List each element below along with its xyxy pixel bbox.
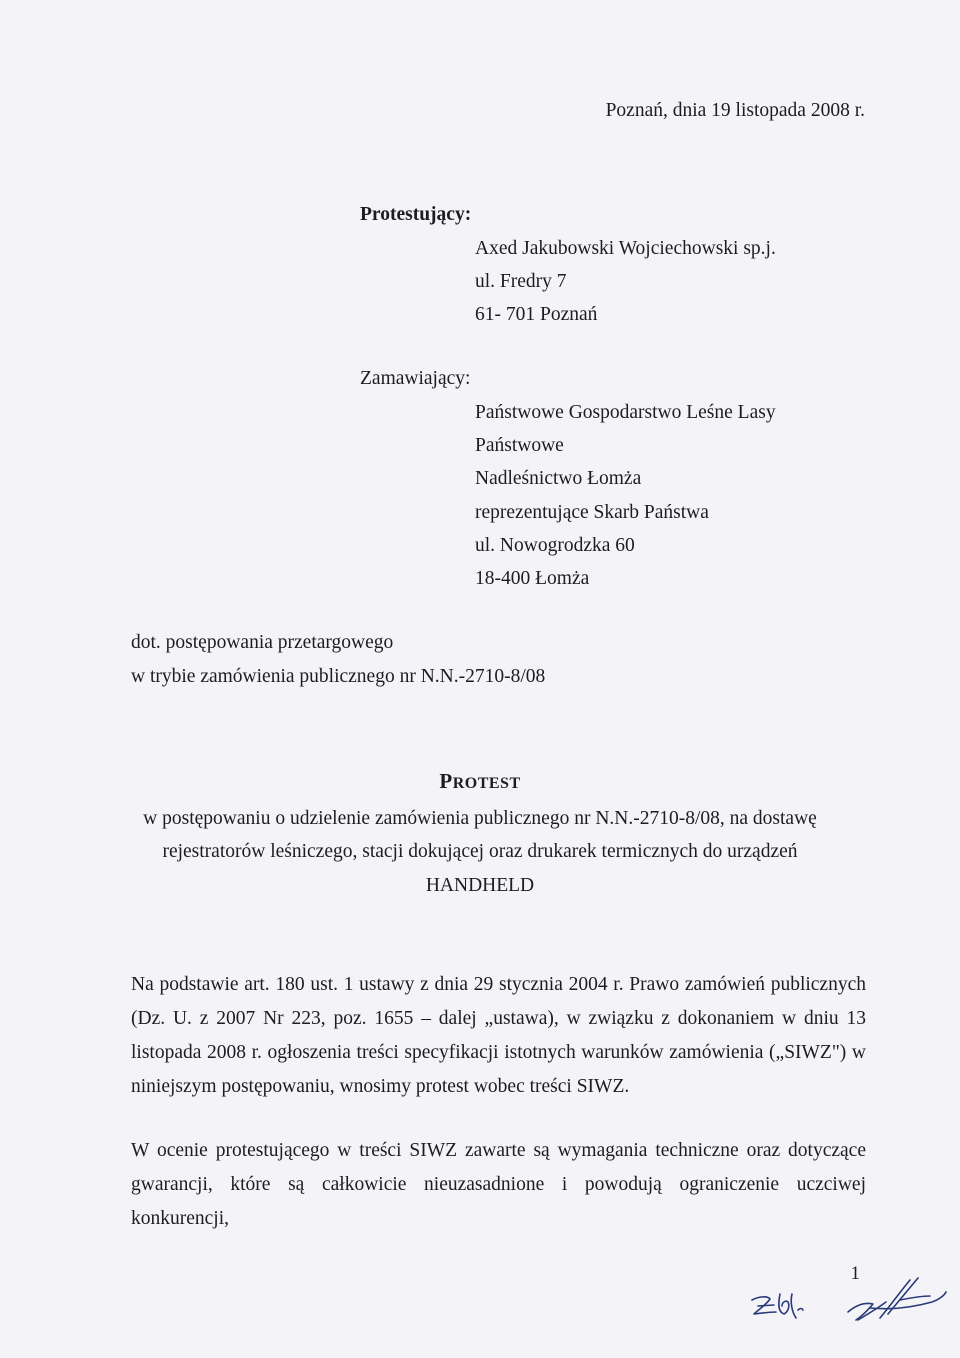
title-rest: ROTEST [452, 775, 521, 792]
protestujacy-label: Protestujący: [360, 204, 472, 225]
reference-line-1: dot. postępowania przetargowego [131, 632, 394, 653]
protestujacy-city: 61- 701 Poznań [475, 304, 598, 325]
paragraph-2-line-1: W ocenie protestującego w treści SIWZ zawarte są wymagania techniczne oraz dotyczące [131, 1140, 866, 1161]
zamawiajacy-label: Zamawiający: [360, 368, 471, 389]
paragraph-1-line-4: niniejszym postępowaniu, wnosimy protest wobec treści SIWZ. [131, 1076, 630, 1097]
title-subline-2: rejestratorów leśniczego, stacji dokującej oraz drukarek termicznych do urządzeń [162, 841, 798, 862]
zamawiajacy-line-1: Państwowe Gospodarstwo Leśne Lasy [475, 402, 776, 423]
paragraph-2-line-2: gwarancji, które są całkowicie nieuzasadnione i powodują ograniczenie uczciwej konkurencji, [131, 1174, 866, 1229]
protestujacy-street: ul. Fredry 7 [475, 271, 567, 292]
zamawiajacy-line-2: Państwowe [475, 435, 564, 456]
paragraph-1-line-3: listopada 2008 r. ogłoszenia treści specyfikacji istotnych warunków zamówienia („SIWZ") w [131, 1042, 866, 1063]
handwritten-initials-signature [740, 1272, 950, 1332]
reference-line-2: w trybie zamówienia publicznego nr N.N.-2710-8/08 [131, 666, 546, 687]
zamawiajacy-line-3: Nadleśnictwo Łomża [475, 468, 642, 489]
zamawiajacy-line-6: 18-400 Łomża [475, 568, 590, 589]
document-date: Poznań, dnia 19 listopada 2008 r. [605, 100, 865, 121]
page-number: 1 [850, 1263, 860, 1284]
paragraph-1 [131, 968, 866, 1104]
zamawiajacy-line-4: reprezentujące Skarb Państwa [475, 502, 709, 523]
paragraph-1-line-1: Na podstawie art. 180 ust. 1 ustawy z dnia 29 stycznia 2004 r. Prawo zamówień publicznych [131, 974, 866, 995]
zamawiajacy-line-5: ul. Nowogrodzka 60 [475, 535, 635, 556]
title-subline-3: HANDHELD [425, 875, 535, 896]
document-title [0, 769, 960, 796]
protestujacy-name: Axed Jakubowski Wojciechowski sp.j. [475, 238, 776, 259]
paragraph-1-line-2: (Dz. U. z 2007 Nr 223, poz. 1655 – dalej „ustawa), w związku z dokonaniem w dniu 13 [131, 1008, 866, 1029]
paragraph-2 [131, 1134, 866, 1236]
title-subline-1: w postępowaniu o udzielenie zamówienia publicznego nr N.N.-2710-8/08, na dostawę [143, 808, 817, 829]
title-first-letter: P [439, 769, 453, 793]
